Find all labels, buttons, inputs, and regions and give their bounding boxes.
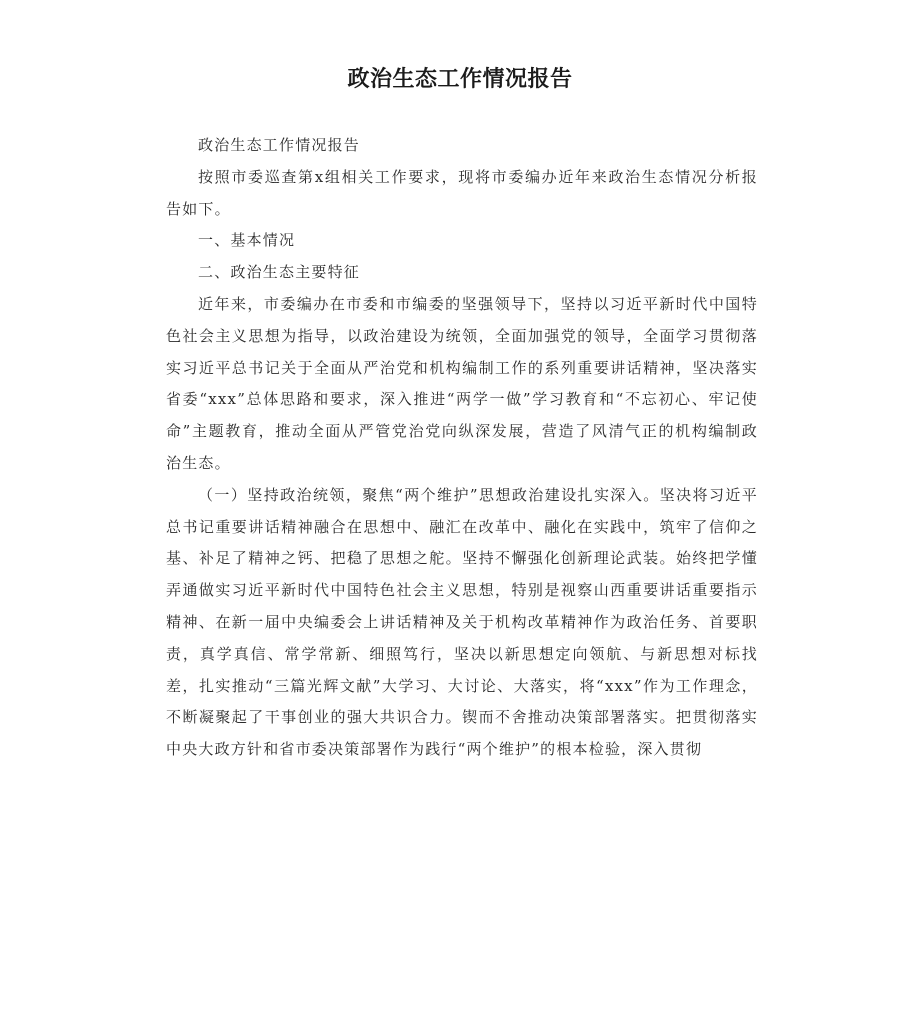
document-title: 政治生态工作情况报告 xyxy=(347,67,573,92)
heading-main-features: 二、政治生态主要特征 xyxy=(198,263,361,282)
paragraph-subtitle: 政治生态工作情况报告 xyxy=(198,136,361,154)
paragraph-intro: 按照市委巡查第x组相关工作要求，现将市委编办近年来政治生态情况分析报告如下。 xyxy=(166,167,758,218)
paragraph-overview: 近年来，市委编办在市委和市编委的坚强领导下，坚持以习近平新时代中国特色社会主义思想为指导，以政治建设为统领，全面加强党的领导，全面学习贯彻落实习近平总书记关于全面从严治党和机构编制工作的系列重要讲话精神，坚决落实省委“xxx”总体思路和要求，深入推进“两学一做”学习教育和“不忘初心、牢记使命”主题教育，推动全面从严管党治党向纵深发展，营造了风清气正的机构编制政治生态。 xyxy=(166,294,758,472)
heading-basic-situation: 一、基本情况 xyxy=(198,231,296,250)
paragraph-section-one: （一）坚持政治统领，聚焦“两个维护”思想政治建设扎实深入。坚决将习近平总书记重要讲话精神融合在思想中、融汇在改革中、融化在实践中，筑牢了信仰之基、补足了精神之钙、把稳了思想之舵。坚持不懈强化创新理论武装。始终把学懂弄通做实习近平新时代中国特色社会主义思想，特别是视察山西重要讲话重要指示精神、在新一届中央编委会上讲话精神及关于机构改革精神作为政治任务、首要职责，真学真信、常学常新、细照笃行，坚决以新思想定向领航、与新思想对标找差，扎实推动“三篇光辉文献”大学习、大讨论、大落实，将“xxx”作为工作理念，不断凝聚起了干事创业的强大共识合力。锲而不舍推动决策部署落实。把贯彻落实中央大政方针和省市委决策部署作为践行“两个维护”的根本检验，深入贯彻 xyxy=(166,485,758,759)
document-body xyxy=(166,130,758,766)
